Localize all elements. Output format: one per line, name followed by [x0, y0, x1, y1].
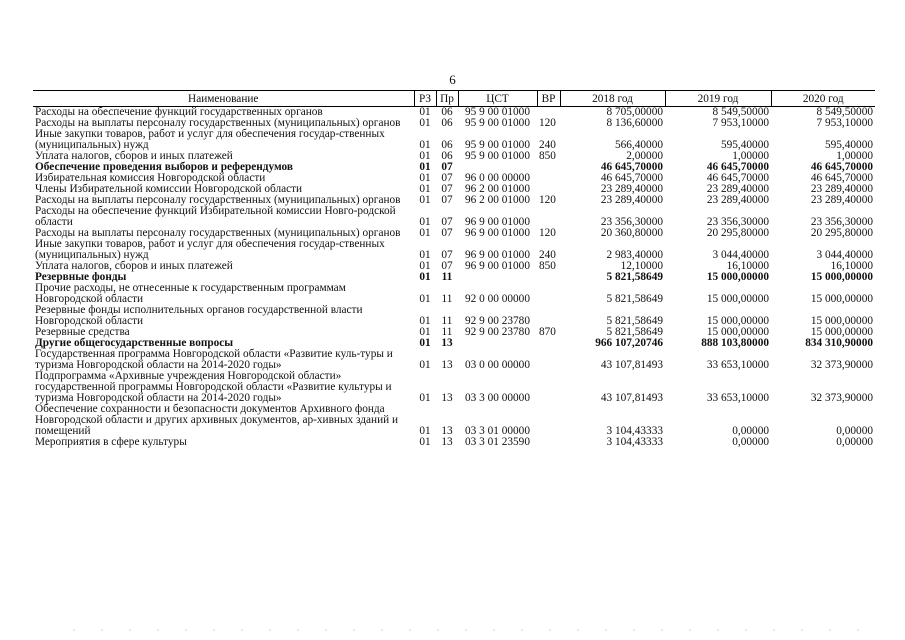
- cell-vr: [537, 305, 560, 327]
- cell-name: Уплата налогов, сборов и иных платежей: [35, 260, 233, 272]
- cell-pr: 07: [441, 216, 453, 228]
- cell-2020: 23 289,40000: [810, 183, 873, 195]
- table-row: [33, 349, 875, 371]
- cell-2019: 46 645,70000: [706, 161, 769, 173]
- cell-vr: [537, 173, 560, 184]
- header-2020: 2020 год: [771, 91, 875, 107]
- cell-vr: [537, 371, 560, 404]
- cell-name: Иные закупки товаров, работ и услуг для обеспечения государ-ственных (муниципальных) нужд: [35, 238, 385, 261]
- cell-2020: 46 645,70000: [810, 172, 873, 184]
- cell-name: Подпрограмма «Архивные учреждения Новгородской области» государственной программы Новгородской области «Развитие культуры и туризма Новгородской области на 2014-2020 годы»: [35, 370, 392, 404]
- cell-rz: 01: [419, 293, 431, 305]
- cell-name: Расходы на выплаты персоналу государственных (муниципальных) органов: [35, 117, 401, 129]
- table-body: [33, 107, 875, 449]
- page-number: 6: [449, 72, 456, 87]
- cell-vr: 120: [539, 194, 556, 206]
- cell-cst: 96 9 00 01000: [465, 249, 530, 261]
- cell-cst: 96 2 00 01000: [465, 183, 530, 195]
- cell-rz: 01: [419, 106, 431, 118]
- cell-name: Уплата налогов, сборов и иных платежей: [35, 150, 233, 162]
- cell-2018: 12,10000: [620, 260, 663, 272]
- cell-rz: 01: [419, 227, 431, 239]
- cell-2019: 0,00000: [732, 425, 769, 437]
- cell-vr: 240: [539, 249, 556, 261]
- cell-2020: 32 373,90000: [810, 359, 873, 371]
- cell-2020: 0,00000: [836, 436, 873, 448]
- cell-cst: 95 9 00 01000: [465, 139, 530, 151]
- cell-vr: 870: [539, 326, 556, 338]
- cell-pr: 07: [441, 260, 453, 272]
- cell-cst: 96 0 00 00000: [465, 172, 530, 184]
- cell-pr: 13: [441, 425, 453, 437]
- cell-2019: 0,00000: [732, 436, 769, 448]
- cell-2018: 3 104,43333: [606, 425, 663, 437]
- scan-artifact: [60, 628, 860, 632]
- cell-2018: 3 104,43333: [606, 436, 663, 448]
- cell-rz: 01: [419, 315, 431, 327]
- cell-name: Обеспечение сохранности и безопасности документов Архивного фонда Новгородской области и других архивных документов, ар-хивных зданий и помещений: [35, 403, 399, 437]
- cell-vr: [537, 437, 560, 448]
- cell-2019: 16,10000: [726, 260, 769, 272]
- cell-name: Иные закупки товаров, работ и услуг для обеспечения государ-ственных (муниципальных) нужд: [35, 128, 385, 151]
- cell-pr: 13: [441, 436, 453, 448]
- cell-name: Члены Избирательной комиссии Новгородской области: [35, 183, 303, 195]
- cell-2018: 2 983,40000: [606, 249, 663, 261]
- cell-2020: 15 000,00000: [810, 293, 873, 305]
- cell-2018: 2,00000: [626, 150, 663, 162]
- cell-vr: 240: [539, 139, 556, 151]
- cell-vr: [537, 162, 560, 173]
- cell-cst: [458, 338, 537, 349]
- cell-vr: 120: [539, 227, 556, 239]
- cell-rz: 01: [419, 271, 431, 283]
- cell-2020: 15 000,00000: [810, 315, 873, 327]
- cell-vr: [537, 349, 560, 371]
- table-row: [33, 283, 875, 305]
- cell-vr: [537, 338, 560, 349]
- cell-2019: 23 356,30000: [706, 216, 769, 228]
- table-row: [33, 404, 875, 437]
- cell-2018: 966 107,20746: [595, 337, 663, 349]
- cell-pr: 06: [441, 106, 453, 118]
- cell-name: Избирательная комиссия Новгородской области: [35, 172, 266, 184]
- cell-2020: 834 310,90000: [805, 337, 873, 349]
- cell-rz: 01: [419, 194, 431, 206]
- cell-cst: 03 3 01 23590: [465, 436, 530, 448]
- budget-table: [33, 90, 875, 448]
- cell-cst: 96 2 00 01000: [465, 194, 530, 206]
- cell-2018: 20 360,80000: [600, 227, 663, 239]
- cell-rz: 01: [419, 183, 431, 195]
- cell-2018: 46 645,70000: [600, 161, 663, 173]
- cell-pr: 11: [441, 326, 453, 338]
- cell-name: Государственная программа Новгородской области «Развитие куль-туры и туризма Новгородской области на 2014-2020 годы»: [35, 348, 393, 371]
- cell-2019: 20 295,80000: [706, 227, 769, 239]
- cell-vr: 850: [539, 150, 556, 162]
- cell-2020: 7 953,10000: [816, 117, 873, 129]
- cell-vr: [537, 272, 560, 283]
- cell-rz: 01: [419, 392, 431, 404]
- cell-cst: 95 9 00 01000: [465, 150, 530, 162]
- cell-2018: 5 821,58649: [606, 271, 663, 283]
- cell-2020: 1,00000: [836, 150, 873, 162]
- cell-name: Резервные фонды исполнительных органов государственной власти Новгородской области: [35, 304, 363, 327]
- cell-2020: 15 000,00000: [810, 271, 873, 283]
- cell-2019: 1,00000: [732, 150, 769, 162]
- cell-pr: 07: [441, 249, 453, 261]
- cell-cst: 92 9 00 23780: [465, 315, 530, 327]
- cell-2018: 8 705,00000: [606, 106, 663, 118]
- cell-2018: 5 821,58649: [606, 315, 663, 327]
- cell-vr: [537, 206, 560, 228]
- cell-name: Расходы на обеспечение функций государственных органов: [35, 106, 323, 118]
- cell-rz: 01: [419, 436, 431, 448]
- cell-vr: 120: [539, 117, 556, 129]
- cell-pr: 11: [441, 315, 453, 327]
- cell-pr: 07: [441, 183, 453, 195]
- cell-pr: 11: [441, 271, 453, 283]
- table-row: [33, 129, 875, 151]
- header-name: Наименование: [33, 91, 414, 107]
- cell-2019: 15 000,00000: [706, 315, 769, 327]
- cell-name: Мероприятия в сфере культуры: [35, 436, 187, 448]
- cell-cst: 03 3 01 00000: [465, 425, 530, 437]
- cell-pr: 11: [441, 293, 453, 305]
- cell-rz: 01: [419, 326, 431, 338]
- cell-name: Другие общегосударственные вопросы: [35, 337, 234, 349]
- cell-cst: 92 9 00 23780: [465, 326, 530, 338]
- cell-rz: 01: [419, 359, 431, 371]
- header-vr: ВР: [537, 91, 560, 107]
- cell-name: Резервные средства: [35, 326, 130, 338]
- cell-2018: 8 136,60000: [606, 117, 663, 129]
- cell-2020: 8 549,50000: [816, 106, 873, 118]
- cell-rz: 01: [419, 216, 431, 228]
- cell-name: Прочие расходы, не отнесенные к государственным программам Новгородской области: [35, 282, 346, 305]
- table-row: [33, 239, 875, 261]
- cell-name: Расходы на выплаты персоналу государственных (муниципальных) органов: [35, 194, 401, 206]
- cell-cst: 96 9 00 01000: [465, 260, 530, 272]
- cell-2018: 566,40000: [614, 139, 663, 151]
- cell-2020: 15 000,00000: [810, 326, 873, 338]
- cell-cst: 92 0 00 00000: [465, 293, 530, 305]
- cell-pr: 13: [441, 392, 453, 404]
- cell-2019: 3 044,40000: [712, 249, 769, 261]
- cell-2019: 595,40000: [720, 139, 769, 151]
- cell-2019: 23 289,40000: [706, 194, 769, 206]
- cell-cst: 95 9 00 01000: [465, 106, 530, 118]
- cell-2018: 5 821,58649: [606, 326, 663, 338]
- cell-2018: 46 645,70000: [600, 172, 663, 184]
- cell-2020: 23 289,40000: [810, 194, 873, 206]
- table-row: [33, 305, 875, 327]
- cell-2019: 23 289,40000: [706, 183, 769, 195]
- cell-2019: 15 000,00000: [706, 293, 769, 305]
- cell-pr: 07: [441, 161, 453, 173]
- table-row: [33, 437, 875, 448]
- cell-pr: 07: [441, 194, 453, 206]
- header-2018: 2018 год: [560, 91, 665, 107]
- cell-2019: 7 953,10000: [712, 117, 769, 129]
- header-cst: ЦСТ: [458, 91, 537, 107]
- header-pr: Пр: [436, 91, 458, 107]
- cell-cst: 03 0 00 00000: [465, 359, 530, 371]
- cell-cst: 96 9 00 01000: [465, 216, 530, 228]
- cell-2019: 8 549,50000: [712, 106, 769, 118]
- cell-2018: 23 289,40000: [600, 194, 663, 206]
- cell-2020: 0,00000: [836, 425, 873, 437]
- cell-name: Резервные фонды: [35, 271, 127, 283]
- cell-cst: 96 9 00 01000: [465, 227, 530, 239]
- cell-rz: 01: [419, 249, 431, 261]
- cell-pr: 06: [441, 150, 453, 162]
- table-row: [33, 206, 875, 228]
- cell-name: Расходы на обеспечение функций Избирательной комиссии Новго-родской области: [35, 205, 396, 228]
- header-2019: 2019 год: [665, 91, 771, 107]
- cell-2018: 23 356,30000: [600, 216, 663, 228]
- cell-rz: 01: [419, 161, 431, 173]
- cell-2020: 16,10000: [830, 260, 873, 272]
- cell-vr: 850: [539, 260, 556, 272]
- cell-pr: 07: [441, 227, 453, 239]
- cell-pr: 06: [441, 139, 453, 151]
- cell-pr: 06: [441, 117, 453, 129]
- cell-2020: 595,40000: [824, 139, 873, 151]
- cell-rz: 01: [419, 425, 431, 437]
- cell-cst: [458, 272, 537, 283]
- cell-pr: 13: [441, 359, 453, 371]
- cell-pr: 07: [441, 172, 453, 184]
- cell-2019: 15 000,00000: [706, 271, 769, 283]
- cell-2018: 43 107,81493: [600, 392, 663, 404]
- cell-cst: 03 3 00 00000: [465, 392, 530, 404]
- cell-2019: 888 103,80000: [701, 337, 769, 349]
- cell-2020: 46 645,70000: [810, 161, 873, 173]
- table-header: [33, 91, 875, 107]
- cell-rz: 01: [419, 117, 431, 129]
- cell-2020: 20 295,80000: [810, 227, 873, 239]
- cell-vr: [537, 404, 560, 437]
- cell-rz: 01: [419, 260, 431, 272]
- cell-rz: 01: [419, 337, 431, 349]
- cell-2019: 33 653,10000: [706, 392, 769, 404]
- cell-2019: 33 653,10000: [706, 359, 769, 371]
- cell-2018: 43 107,81493: [600, 359, 663, 371]
- cell-name: Обеспечение проведения выборов и референдумов: [35, 161, 294, 173]
- cell-vr: [537, 283, 560, 305]
- cell-pr: 13: [441, 337, 453, 349]
- cell-2020: 3 044,40000: [816, 249, 873, 261]
- cell-2019: 46 645,70000: [706, 172, 769, 184]
- cell-2018: 5 821,58649: [606, 293, 663, 305]
- cell-rz: 01: [419, 172, 431, 184]
- cell-2020: 23 356,30000: [810, 216, 873, 228]
- header-rz: РЗ: [414, 91, 436, 107]
- cell-2019: 15 000,00000: [706, 326, 769, 338]
- cell-rz: 01: [419, 139, 431, 151]
- table-row: [33, 371, 875, 404]
- cell-rz: 01: [419, 150, 431, 162]
- cell-name: Расходы на выплаты персоналу государственных (муниципальных) органов: [35, 227, 401, 239]
- cell-cst: 95 9 00 01000: [465, 117, 530, 129]
- cell-2020: 32 373,90000: [810, 392, 873, 404]
- cell-2018: 23 289,40000: [600, 183, 663, 195]
